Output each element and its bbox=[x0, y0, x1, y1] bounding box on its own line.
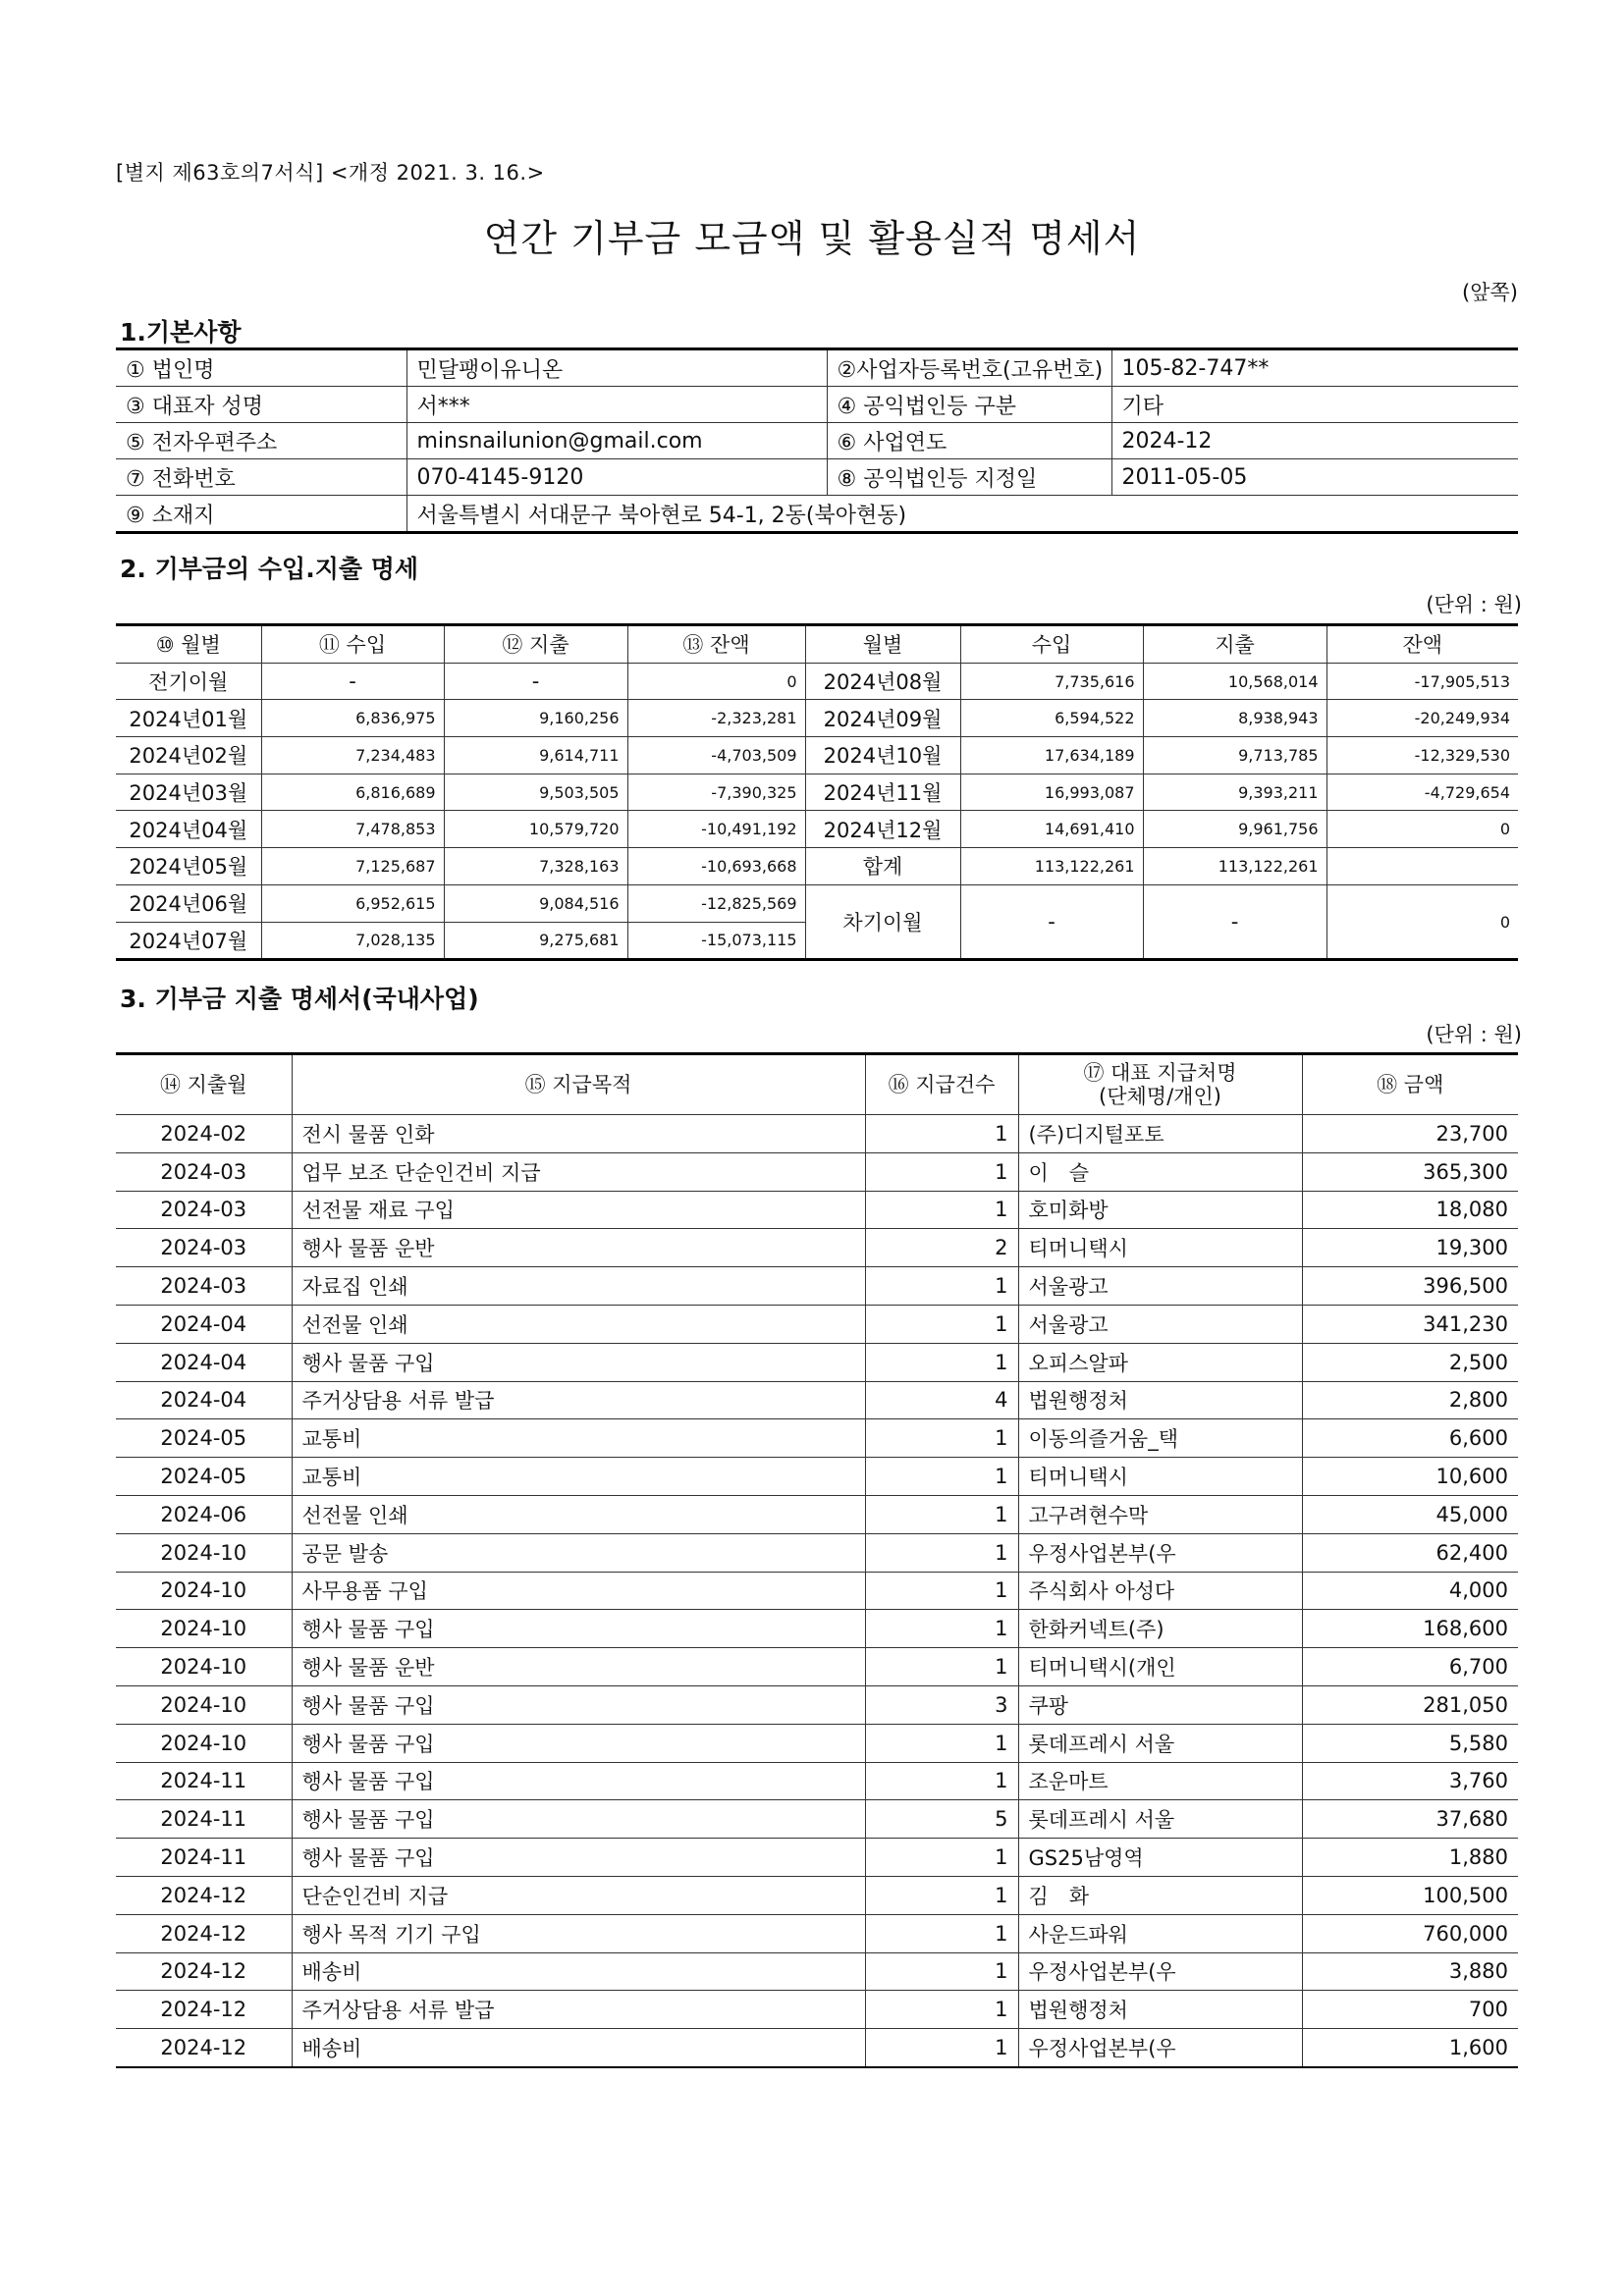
col-header: ⑪ 수입 bbox=[261, 625, 444, 664]
expense-cell: 9,961,756 bbox=[1143, 811, 1326, 848]
field-label: ⑦ 전화번호 bbox=[116, 459, 406, 496]
expense-payee: 이동의즐거움_택 bbox=[1018, 1419, 1302, 1458]
table-row bbox=[116, 1952, 1518, 1991]
expense-payee: 법원행정처 bbox=[1018, 1991, 1302, 2029]
table-row bbox=[116, 1495, 1518, 1533]
expense-payee: 고구려현수막 bbox=[1018, 1495, 1302, 1533]
expense-month: 2024-10 bbox=[116, 1685, 292, 1724]
expense-count: 1 bbox=[865, 1267, 1018, 1306]
field-label: ②사업자등록번호(고유번호) bbox=[827, 349, 1111, 387]
monthly-row bbox=[116, 811, 1518, 848]
expense-amount: 6,700 bbox=[1302, 1648, 1518, 1686]
expense-count: 1 bbox=[865, 1305, 1018, 1343]
income-cell: 113,122,261 bbox=[960, 848, 1143, 885]
expense-count: 5 bbox=[865, 1800, 1018, 1839]
expense-payee: 서울광고 bbox=[1018, 1267, 1302, 1306]
expense-month: 2024-06 bbox=[116, 1495, 292, 1533]
expense-payee: (주)디지털포토 bbox=[1018, 1115, 1302, 1153]
expense-amount: 3,880 bbox=[1302, 1952, 1518, 1991]
expense-purpose: 행사 물품 구입 bbox=[292, 1685, 865, 1724]
table-row bbox=[116, 1724, 1518, 1762]
income-cell: 6,594,522 bbox=[960, 700, 1143, 737]
expense-amount: 700 bbox=[1302, 1991, 1518, 2029]
expense-cell: 113,122,261 bbox=[1143, 848, 1326, 885]
expense-cell: 10,579,720 bbox=[444, 811, 627, 848]
expense-purpose: 행사 물품 구입 bbox=[292, 1724, 865, 1762]
field-label: ⑥ 사업연도 bbox=[827, 423, 1111, 459]
balance-cell: -12,825,569 bbox=[627, 884, 805, 922]
expense-payee: 법원행정처 bbox=[1018, 1381, 1302, 1419]
field-value: 2011-05-05 bbox=[1111, 459, 1518, 496]
income-cell: 7,125,687 bbox=[261, 848, 444, 885]
field-value: 070-4145-9120 bbox=[406, 459, 827, 496]
expense-cell: 9,614,711 bbox=[444, 737, 627, 774]
expense-count: 1 bbox=[865, 1572, 1018, 1610]
expense-cell: 8,938,943 bbox=[1143, 700, 1326, 737]
expense-purpose: 교통비 bbox=[292, 1458, 865, 1496]
month-cell: 2024년04월 bbox=[116, 811, 261, 848]
month-cell: 2024년02월 bbox=[116, 737, 261, 774]
table-row bbox=[116, 1458, 1518, 1496]
balance-cell: 0 bbox=[627, 663, 805, 700]
expense-amount: 1,880 bbox=[1302, 1839, 1518, 1877]
col-header-month: ⑭ 지출월 bbox=[116, 1054, 292, 1115]
expense-month: 2024-12 bbox=[116, 1914, 292, 1952]
expense-month: 2024-02 bbox=[116, 1115, 292, 1153]
expense-amount: 19,300 bbox=[1302, 1229, 1518, 1267]
expense-month: 2024-10 bbox=[116, 1572, 292, 1610]
balance-cell: -20,249,934 bbox=[1326, 700, 1518, 737]
expense-payee: 호미화방 bbox=[1018, 1191, 1302, 1229]
basic-info-table bbox=[116, 347, 1518, 534]
expense-month: 2024-11 bbox=[116, 1762, 292, 1800]
expense-count: 1 bbox=[865, 1343, 1018, 1381]
expense-payee: 사운드파워 bbox=[1018, 1914, 1302, 1952]
expense-amount: 1,600 bbox=[1302, 2029, 1518, 2067]
expense-payee: 쿠팡 bbox=[1018, 1685, 1302, 1724]
document-title: 연간 기부금 모금액 및 활용실적 명세서 bbox=[483, 217, 1141, 260]
table-row bbox=[116, 1839, 1518, 1877]
field-value-address: 서울특별시 서대문구 북아현로 54-1, 2동(북아현동) bbox=[406, 496, 1518, 533]
basic-info-row bbox=[116, 496, 1518, 533]
expense-month: 2024-03 bbox=[116, 1191, 292, 1229]
balance-cell: -4,729,654 bbox=[1326, 774, 1518, 811]
expense-amount: 5,580 bbox=[1302, 1724, 1518, 1762]
table-row bbox=[116, 1762, 1518, 1800]
expense-purpose: 선전물 인쇄 bbox=[292, 1305, 865, 1343]
expense-count: 4 bbox=[865, 1381, 1018, 1419]
expense-month: 2024-04 bbox=[116, 1343, 292, 1381]
expense-purpose: 행사 목적 기기 구입 bbox=[292, 1914, 865, 1952]
expense-cell: 9,503,505 bbox=[444, 774, 627, 811]
expense-payee: 티머니택시 bbox=[1018, 1229, 1302, 1267]
field-label: ⑨ 소재지 bbox=[116, 496, 406, 533]
monthly-row bbox=[116, 848, 1518, 885]
carry-month-cell: 차기이월 bbox=[805, 884, 960, 959]
expense-amount: 62,400 bbox=[1302, 1533, 1518, 1572]
table-row bbox=[116, 1648, 1518, 1686]
month-cell: 2024년05월 bbox=[116, 848, 261, 885]
balance-cell: 0 bbox=[1326, 811, 1518, 848]
expense-month: 2024-11 bbox=[116, 1800, 292, 1839]
expense-month: 2024-05 bbox=[116, 1458, 292, 1496]
expense-payee: 서울광고 bbox=[1018, 1305, 1302, 1343]
expense-count: 1 bbox=[865, 1533, 1018, 1572]
expense-cell: 9,393,211 bbox=[1143, 774, 1326, 811]
basic-info-row bbox=[116, 459, 1518, 496]
expense-payee: 우정사업본부(우 bbox=[1018, 1952, 1302, 1991]
expense-purpose: 전시 물품 인화 bbox=[292, 1115, 865, 1153]
field-value: 민달팽이유니온 bbox=[406, 349, 827, 387]
table-row bbox=[116, 1991, 1518, 2029]
table-row bbox=[116, 1572, 1518, 1610]
expense-count: 1 bbox=[865, 1914, 1018, 1952]
expense-month: 2024-10 bbox=[116, 1648, 292, 1686]
col-header-purpose: ⑮ 지급목적 bbox=[292, 1054, 865, 1115]
basic-info-row bbox=[116, 423, 1518, 459]
basic-info-row bbox=[116, 387, 1518, 423]
expense-purpose: 사무용품 구입 bbox=[292, 1572, 865, 1610]
balance-cell: -2,323,281 bbox=[627, 700, 805, 737]
expense-purpose: 배송비 bbox=[292, 2029, 865, 2067]
income-cell: 7,028,135 bbox=[261, 922, 444, 960]
expense-count: 1 bbox=[865, 1648, 1018, 1686]
expense-count: 1 bbox=[865, 1876, 1018, 1914]
expense-purpose: 주거상담용 서류 발급 bbox=[292, 1991, 865, 2029]
table-row bbox=[116, 1914, 1518, 1952]
expense-purpose: 배송비 bbox=[292, 1952, 865, 1991]
table-row bbox=[116, 1191, 1518, 1229]
field-value: minsnailunion@gmail.com bbox=[406, 423, 827, 459]
field-value: 105-82-747** bbox=[1111, 349, 1518, 387]
basic-info-row bbox=[116, 349, 1518, 387]
expense-payee: 조운마트 bbox=[1018, 1762, 1302, 1800]
expense-amount: 100,500 bbox=[1302, 1876, 1518, 1914]
expense-amount: 18,080 bbox=[1302, 1191, 1518, 1229]
expense-month: 2024-12 bbox=[116, 2029, 292, 2067]
expense-amount: 396,500 bbox=[1302, 1267, 1518, 1306]
balance-cell: -7,390,325 bbox=[627, 774, 805, 811]
expense-cell: 7,328,163 bbox=[444, 848, 627, 885]
month-cell: 2024년07월 bbox=[116, 922, 261, 960]
expense-month: 2024-05 bbox=[116, 1419, 292, 1458]
table-row bbox=[116, 1115, 1518, 1153]
month-cell: 2024년03월 bbox=[116, 774, 261, 811]
expense-cell: 9,713,785 bbox=[1143, 737, 1326, 774]
table-row bbox=[116, 1800, 1518, 1839]
field-value: 서*** bbox=[406, 387, 827, 423]
field-label: ① 법인명 bbox=[116, 349, 406, 387]
expense-month: 2024-03 bbox=[116, 1267, 292, 1306]
expense-detail-table bbox=[116, 1052, 1518, 2068]
expense-month: 2024-03 bbox=[116, 1152, 292, 1191]
month-cell: 2024년01월 bbox=[116, 700, 261, 737]
expense-amount: 365,300 bbox=[1302, 1152, 1518, 1191]
expense-count: 2 bbox=[865, 1229, 1018, 1267]
month-cell: 2024년11월 bbox=[805, 774, 960, 811]
col-header: ⑬ 잔액 bbox=[627, 625, 805, 664]
col-header-payee-line1: ⑰ 대표 지급처명 bbox=[1083, 1061, 1237, 1085]
field-label: ④ 공익법인등 구분 bbox=[827, 387, 1111, 423]
expense-amount: 168,600 bbox=[1302, 1610, 1518, 1648]
expense-payee: 티머니택시 bbox=[1018, 1458, 1302, 1496]
expense-count: 1 bbox=[865, 1191, 1018, 1229]
field-label: ⑤ 전자우편주소 bbox=[116, 423, 406, 459]
balance-cell: -4,703,509 bbox=[627, 737, 805, 774]
expense-payee: 우정사업본부(우 bbox=[1018, 1533, 1302, 1572]
expense-purpose: 공문 발송 bbox=[292, 1533, 865, 1572]
table-row bbox=[116, 1152, 1518, 1191]
expense-amount: 6,600 bbox=[1302, 1419, 1518, 1458]
income-cell: 16,993,087 bbox=[960, 774, 1143, 811]
expense-cell: 10,568,014 bbox=[1143, 663, 1326, 700]
month-cell: 2024년10월 bbox=[805, 737, 960, 774]
monthly-row bbox=[116, 884, 1518, 922]
month-cell: 2024년12월 bbox=[805, 811, 960, 848]
expense-payee: 한화커넥트(주) bbox=[1018, 1610, 1302, 1648]
expense-count: 1 bbox=[865, 1839, 1018, 1877]
expense-month: 2024-12 bbox=[116, 1991, 292, 2029]
expense-cell: 9,160,256 bbox=[444, 700, 627, 737]
expense-month: 2024-12 bbox=[116, 1876, 292, 1914]
balance-cell: -10,693,668 bbox=[627, 848, 805, 885]
expense-payee: 오피스알파 bbox=[1018, 1343, 1302, 1381]
expense-count: 1 bbox=[865, 1952, 1018, 1991]
col-header-payee-line2: (단체명/개인) bbox=[1099, 1085, 1221, 1108]
income-cell: 6,836,975 bbox=[261, 700, 444, 737]
income-cell: 17,634,189 bbox=[960, 737, 1143, 774]
table-row bbox=[116, 1610, 1518, 1648]
expense-payee: GS25남영역 bbox=[1018, 1839, 1302, 1877]
expense-purpose: 행사 물품 구입 bbox=[292, 1610, 865, 1648]
expense-amount: 281,050 bbox=[1302, 1685, 1518, 1724]
expense-count: 1 bbox=[865, 2029, 1018, 2067]
expense-cell: 9,084,516 bbox=[444, 884, 627, 922]
expense-payee: 롯데프레시 서울 bbox=[1018, 1800, 1302, 1839]
expense-month: 2024-04 bbox=[116, 1305, 292, 1343]
field-value: 기타 bbox=[1111, 387, 1518, 423]
expense-month: 2024-10 bbox=[116, 1724, 292, 1762]
expense-purpose: 교통비 bbox=[292, 1419, 865, 1458]
carry-expense-cell: - bbox=[1143, 884, 1326, 959]
col-header: 잔액 bbox=[1326, 625, 1518, 664]
expense-amount: 2,500 bbox=[1302, 1343, 1518, 1381]
expense-month: 2024-10 bbox=[116, 1533, 292, 1572]
page-side-label: (앞쪽) bbox=[1462, 281, 1518, 304]
carry-balance-cell: 0 bbox=[1326, 884, 1518, 959]
expense-month: 2024-04 bbox=[116, 1381, 292, 1419]
table-row bbox=[116, 1229, 1518, 1267]
expense-cell: 9,275,681 bbox=[444, 922, 627, 960]
expense-amount: 341,230 bbox=[1302, 1305, 1518, 1343]
expense-payee: 우정사업본부(우 bbox=[1018, 2029, 1302, 2067]
col-header-payee bbox=[1018, 1054, 1302, 1115]
month-cell: 2024년08월 bbox=[805, 663, 960, 700]
expense-amount: 2,800 bbox=[1302, 1381, 1518, 1419]
income-cell: 7,478,853 bbox=[261, 811, 444, 848]
income-cell: 6,816,689 bbox=[261, 774, 444, 811]
field-value: 2024-12 bbox=[1111, 423, 1518, 459]
income-expense-table bbox=[116, 623, 1518, 961]
monthly-row bbox=[116, 663, 1518, 700]
table-row bbox=[116, 1876, 1518, 1914]
expense-amount: 45,000 bbox=[1302, 1495, 1518, 1533]
expense-amount: 760,000 bbox=[1302, 1914, 1518, 1952]
balance-cell: -15,073,115 bbox=[627, 922, 805, 960]
section2-unit: (단위 : 원) bbox=[1426, 593, 1522, 616]
balance-cell: -12,329,530 bbox=[1326, 737, 1518, 774]
form-number: [별지 제63호의7서식] <개정 2021. 3. 16.> bbox=[116, 161, 545, 185]
expense-amount: 4,000 bbox=[1302, 1572, 1518, 1610]
expense-count: 1 bbox=[865, 1724, 1018, 1762]
section1-heading: 1.기본사항 bbox=[120, 318, 242, 347]
table-row bbox=[116, 1685, 1518, 1724]
col-header: ⑫ 지출 bbox=[444, 625, 627, 664]
field-label: ⑧ 공익법인등 지정일 bbox=[827, 459, 1111, 496]
month-cell: 합계 bbox=[805, 848, 960, 885]
col-header-count: ⑯ 지급건수 bbox=[865, 1054, 1018, 1115]
table-row bbox=[116, 1533, 1518, 1572]
expense-amount: 3,760 bbox=[1302, 1762, 1518, 1800]
expense-count: 1 bbox=[865, 1610, 1018, 1648]
expense-purpose: 행사 물품 운반 bbox=[292, 1648, 865, 1686]
expense-purpose: 단순인건비 지급 bbox=[292, 1876, 865, 1914]
table-row bbox=[116, 1305, 1518, 1343]
expense-count: 1 bbox=[865, 1458, 1018, 1496]
section2-heading: 2. 기부금의 수입.지출 명세 bbox=[120, 555, 419, 583]
income-cell: 7,735,616 bbox=[960, 663, 1143, 700]
expense-count: 1 bbox=[865, 1495, 1018, 1533]
balance-cell: -10,491,192 bbox=[627, 811, 805, 848]
expense-purpose: 선전물 재료 구입 bbox=[292, 1191, 865, 1229]
table-row bbox=[116, 1343, 1518, 1381]
expense-amount: 37,680 bbox=[1302, 1800, 1518, 1839]
expense-purpose: 행사 물품 구입 bbox=[292, 1343, 865, 1381]
month-cell: 2024년06월 bbox=[116, 884, 261, 922]
expense-purpose: 행사 물품 구입 bbox=[292, 1800, 865, 1839]
month-cell: 전기이월 bbox=[116, 663, 261, 700]
income-cell: 6,952,615 bbox=[261, 884, 444, 922]
col-header-amount: ⑱ 금액 bbox=[1302, 1054, 1518, 1115]
col-header: ⑩ 월별 bbox=[116, 625, 261, 664]
month-cell: 2024년09월 bbox=[805, 700, 960, 737]
monthly-row bbox=[116, 774, 1518, 811]
expense-payee: 티머니택시(개인 bbox=[1018, 1648, 1302, 1686]
carry-income-cell: - bbox=[960, 884, 1143, 959]
expense-month: 2024-11 bbox=[116, 1839, 292, 1877]
field-label: ③ 대표자 성명 bbox=[116, 387, 406, 423]
expense-count: 1 bbox=[865, 1115, 1018, 1153]
expense-amount: 23,700 bbox=[1302, 1115, 1518, 1153]
expense-purpose: 선전물 인쇄 bbox=[292, 1495, 865, 1533]
col-header: 수입 bbox=[960, 625, 1143, 664]
balance-cell: -17,905,513 bbox=[1326, 663, 1518, 700]
expense-purpose: 자료집 인쇄 bbox=[292, 1267, 865, 1306]
expense-payee: 이 슬 bbox=[1018, 1152, 1302, 1191]
expense-count: 1 bbox=[865, 1762, 1018, 1800]
expense-month: 2024-03 bbox=[116, 1229, 292, 1267]
monthly-row bbox=[116, 700, 1518, 737]
table-row bbox=[116, 1267, 1518, 1306]
income-cell: - bbox=[261, 663, 444, 700]
expense-count: 1 bbox=[865, 1152, 1018, 1191]
expense-month: 2024-10 bbox=[116, 1610, 292, 1648]
table-row bbox=[116, 1419, 1518, 1458]
income-cell: 7,234,483 bbox=[261, 737, 444, 774]
expense-count: 1 bbox=[865, 1991, 1018, 2029]
expense-purpose: 업무 보조 단순인건비 지급 bbox=[292, 1152, 865, 1191]
balance-cell bbox=[1326, 848, 1518, 885]
expense-cell: - bbox=[444, 663, 627, 700]
expense-count: 3 bbox=[865, 1685, 1018, 1724]
expense-count: 1 bbox=[865, 1419, 1018, 1458]
expense-month: 2024-12 bbox=[116, 1952, 292, 1991]
table-row bbox=[116, 2029, 1518, 2067]
expense-payee: 김 화 bbox=[1018, 1876, 1302, 1914]
expense-purpose: 행사 물품 운반 bbox=[292, 1229, 865, 1267]
income-cell: 14,691,410 bbox=[960, 811, 1143, 848]
section3-unit: (단위 : 원) bbox=[1426, 1023, 1522, 1046]
expense-purpose: 행사 물품 구입 bbox=[292, 1762, 865, 1800]
expense-payee: 롯데프레시 서울 bbox=[1018, 1724, 1302, 1762]
expense-purpose: 행사 물품 구입 bbox=[292, 1839, 865, 1877]
col-header: 지출 bbox=[1143, 625, 1326, 664]
table-row bbox=[116, 1381, 1518, 1419]
expense-payee: 주식회사 아성다 bbox=[1018, 1572, 1302, 1610]
monthly-row bbox=[116, 737, 1518, 774]
expense-purpose: 주거상담용 서류 발급 bbox=[292, 1381, 865, 1419]
section3-heading: 3. 기부금 지출 명세서(국내사업) bbox=[120, 985, 479, 1013]
col-header: 월별 bbox=[805, 625, 960, 664]
expense-amount: 10,600 bbox=[1302, 1458, 1518, 1496]
